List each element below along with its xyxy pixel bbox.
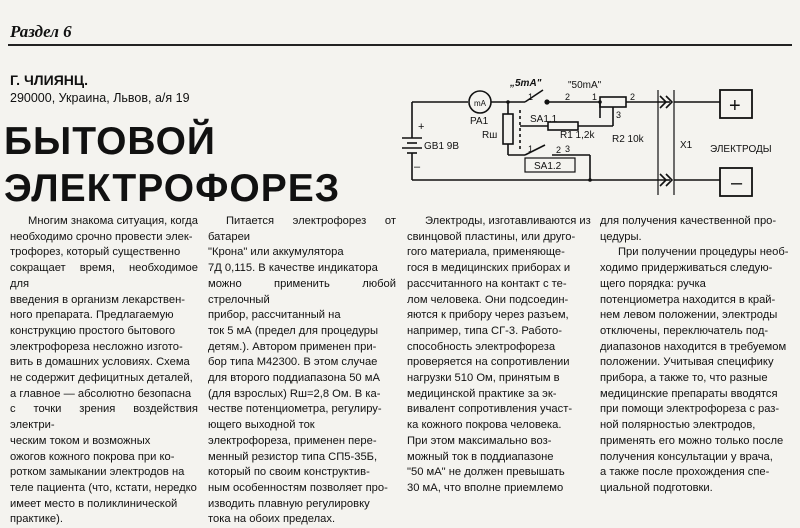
label-50ma: "50mA" xyxy=(568,80,602,91)
electrode-minus-sign: – xyxy=(731,172,743,194)
text-line: введения в организм лекарствен- xyxy=(10,293,185,306)
text-line: сокращает время, необходимое для xyxy=(10,262,198,290)
electrodes-label: ЭЛЕКТРОДЫ xyxy=(710,144,772,155)
text-line: например, типа СГ-3. Работо- xyxy=(407,324,562,337)
text-line: прибора, а также то, что разные xyxy=(600,372,768,385)
text-line: ческим током и возможных xyxy=(10,434,151,447)
text-line: изводить плавную регулировку xyxy=(208,497,370,510)
text-line: При этом максимально воз- xyxy=(407,434,552,447)
electrode-plus-sign: + xyxy=(729,95,741,117)
pin-1b: 1 xyxy=(592,92,598,102)
text-line: можный ток в поддиапазоне xyxy=(407,450,554,463)
pa1-label: PA1 xyxy=(470,116,489,127)
author-name: Г. ЧЛИЯНЦ. xyxy=(10,72,88,88)
text-line: не содержит дефицитных деталей, xyxy=(10,372,193,385)
text-line: который по своим конструктив- xyxy=(208,466,370,479)
text-line: ходимо придерживаться следую- xyxy=(600,262,773,275)
text-line: 7Д 0,115. В качестве индикатора xyxy=(208,262,378,275)
text-line: медицинской практике за эк- xyxy=(407,387,557,400)
text-line: "Крона" или аккумулятора xyxy=(208,246,344,259)
text-line: ющего выходной ток xyxy=(208,419,315,432)
gb1-label: GB1 9B xyxy=(424,141,460,152)
text-line: ротком замыкании электродов на xyxy=(10,466,185,479)
text-line: а главное — абсолютно безопасна xyxy=(10,387,192,400)
text-line: потенциометра находится в край- xyxy=(600,293,776,306)
pin-3: 3 xyxy=(616,110,622,120)
text-line: ток 5 мА (предел для процедуры xyxy=(208,324,379,337)
text-line: Питается электрофорез от батареи xyxy=(208,215,396,243)
article-title xyxy=(4,118,340,212)
text-line: При получении процедуры необ- xyxy=(618,246,789,259)
text-line: свинцовой пластины, или друго- xyxy=(407,230,576,243)
circuit-diagram xyxy=(400,50,795,210)
text-line: электрофореза, применен пере- xyxy=(208,434,377,447)
text-line: способность электрофореза xyxy=(407,340,556,353)
text-line: диапазонов находится в требуемом xyxy=(600,340,787,353)
rsh-label: Rш xyxy=(482,130,498,141)
battery-plus-label: + xyxy=(418,121,425,133)
text-line: с точки зрения воздействия электри- xyxy=(10,403,198,432)
text-line: электрофореза несложно изгото- xyxy=(10,340,183,353)
pin-2d: 2 xyxy=(556,145,562,155)
text-line: ка кожного покрова человека. xyxy=(407,419,562,432)
text-line: 30 мА, что вполне приемлемо xyxy=(407,481,564,494)
pin-2: 2 xyxy=(565,92,571,102)
text-line: а также после прохождения спе- xyxy=(600,466,770,479)
text-line: бор типа М42300. В этом случае xyxy=(208,356,378,369)
text-line: Многим знакома ситуация, когда xyxy=(28,215,198,227)
text-line: рассчитанного на контакт с те- xyxy=(407,277,567,290)
text-line: практике). xyxy=(10,513,63,526)
label-5ma: „5mA" xyxy=(510,78,542,89)
text-line: ного препарата. Предлагаемую xyxy=(10,309,174,322)
text-line: для второго поддиапазона 50 мА xyxy=(208,372,380,385)
text-column-4 xyxy=(600,214,790,499)
text-line: для получения качественной про- xyxy=(600,215,777,227)
text-line: нагрузки 510 Ом, принятым в xyxy=(407,372,560,385)
text-line: проверяется на сопротивлении xyxy=(407,356,570,369)
text-line: получения консультации у врача, xyxy=(600,450,773,463)
battery-minus-label: – xyxy=(414,161,421,173)
text-line: теле пациента (что, кстати, нередко xyxy=(10,481,197,494)
header-rule xyxy=(8,44,792,46)
title-line-1: БЫТОВОЙ xyxy=(4,120,216,163)
text-line: нем левом положении, электроды xyxy=(600,309,778,322)
text-column-2 xyxy=(208,214,396,526)
text-line: тока на обоих пределах. xyxy=(208,513,336,526)
r1-label: R1 1,2k xyxy=(560,130,595,141)
text-line: ным особенностям позволяет про- xyxy=(208,481,388,494)
text-line: гого материала, применяюще- xyxy=(407,246,565,259)
sa11-label: SA1.1 xyxy=(530,114,558,125)
text-line: прибор, рассчитанный на xyxy=(208,309,341,322)
text-line: яются к прибору через разъем, xyxy=(407,309,569,322)
r2-label: R2 10k xyxy=(612,134,644,145)
text-line: лом человека. Они подсоедин- xyxy=(407,293,569,306)
text-line: применять его можно только после xyxy=(600,434,784,447)
title-line-2: ЭЛЕКТРОФОРЕЗ xyxy=(4,167,341,210)
text-line: необходимо срочно провести элек- xyxy=(10,230,193,243)
pin-1: 1 xyxy=(528,92,534,102)
text-line: имеет место в поликлинической xyxy=(10,497,178,510)
x1-label: X1 xyxy=(680,140,693,151)
text-line: гося в медицинских приборах и xyxy=(407,262,571,275)
text-column-3 xyxy=(407,214,592,499)
text-line: ной полярностью электродов, xyxy=(600,419,756,432)
text-line: положении. Учитывая специфику xyxy=(600,356,774,369)
author-address: 290000, Украина, Львов, а/я 19 xyxy=(10,91,190,105)
text-line: Электроды, изготавливаются из xyxy=(425,215,591,227)
text-line: детям.). Автором применен при- xyxy=(208,340,377,353)
pin-1c: 1 xyxy=(528,144,534,154)
text-line: (для взрослых) Rш=2,8 Ом. В ка- xyxy=(208,387,381,400)
pin-2b: 2 xyxy=(630,92,636,102)
text-line: вивалент сопротивления участ- xyxy=(407,403,573,416)
text-line: можно применить любой стрелочный xyxy=(208,277,396,306)
text-line: при помощи электрофореза с раз- xyxy=(600,403,780,416)
text-column-1 xyxy=(10,214,198,526)
meter-unit-label: mA xyxy=(474,99,486,108)
text-line: "50 мА" не должен превышать xyxy=(407,466,565,479)
text-line: вить в домашних условиях. Схема xyxy=(10,356,190,369)
text-line: медицинские препараты вводятся xyxy=(600,387,778,400)
sa12-label: SA1.2 xyxy=(534,161,562,172)
text-line: менный резистор типа СП5-35Б, xyxy=(208,450,378,463)
text-line: трофорез, который существенно xyxy=(10,246,181,259)
section-header: Раздел 6 xyxy=(10,22,72,41)
text-line: честве потенциометра, регулиру- xyxy=(208,403,382,416)
text-line: конструкцию простого бытового xyxy=(10,324,176,337)
pin-3c: 3 xyxy=(565,144,571,154)
text-line: отключены, переключатель под- xyxy=(600,324,769,337)
text-line: цедуры. xyxy=(600,230,642,243)
text-line: циальной подготовки. xyxy=(600,481,713,494)
text-line: ожогов кожного покрова при ко- xyxy=(10,450,175,463)
text-line: щего порядка: ручка xyxy=(600,277,706,290)
